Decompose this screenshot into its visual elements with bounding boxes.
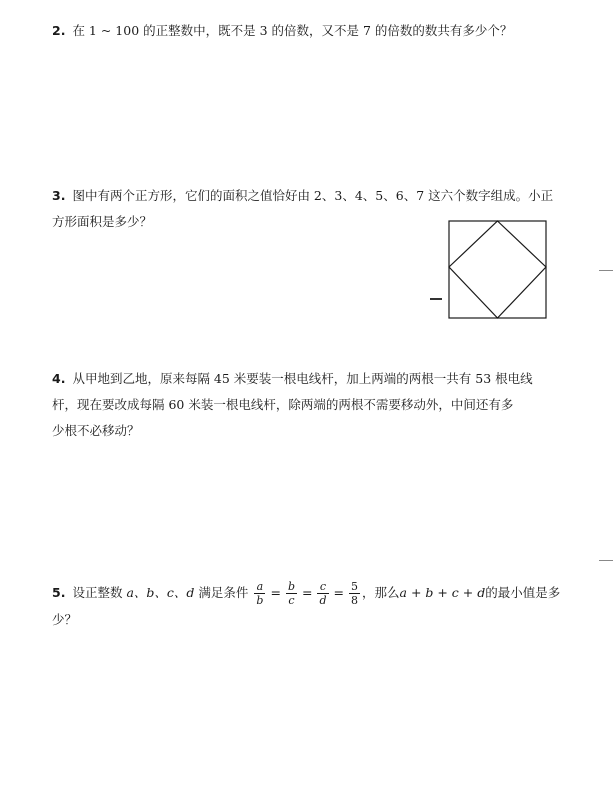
squares-figure [448, 220, 548, 320]
equals-sign: = [333, 585, 344, 600]
problem-suffix: 的最小值是多少？ [52, 585, 561, 627]
fraction-a-b [254, 580, 265, 607]
problem-number: 5. [52, 585, 66, 600]
variables: a、b、c、d [126, 585, 195, 600]
fraction-5-8 [349, 580, 360, 607]
scan-edge-mark [599, 270, 613, 271]
problem-text-line-3: 少根不必移动？ [52, 423, 140, 438]
problem-number: 2. [52, 23, 66, 38]
problem-text-line-1: 从甲地到乙地，原来每隔 45 米要装一根电线杆，加上两端的两根一共有 53 根电线 [72, 371, 533, 386]
equals-sign: = [301, 585, 313, 600]
problem-text-line-1: 图中有两个正方形，它们的面积之值恰好由 2、3、4、5、6、7 这六个数字组成。小正 [72, 188, 554, 203]
problem-text-line-2: 杆，现在要改成每隔 60 米装一根电线杆，除两端的两根不需要移动外，中间还有多 [52, 397, 514, 412]
condition-label: 满足条件 [198, 585, 249, 600]
scan-edge-mark [599, 560, 613, 561]
problem-5 [52, 580, 567, 633]
equals-sign: = [270, 585, 281, 600]
problem-number: 3. [52, 188, 66, 203]
fraction-c-d [317, 580, 328, 607]
problem-text-line-2: 方形面积是多少？ [52, 214, 153, 229]
numerator: c [317, 580, 328, 594]
stray-mark [430, 298, 442, 300]
denominator: b [256, 594, 264, 607]
problem-4 [52, 366, 567, 444]
problem-number: 4. [52, 371, 66, 386]
denominator: c [288, 594, 295, 607]
problem-mid: ，那么 [362, 585, 400, 600]
denominator: 8 [351, 594, 358, 607]
problem-2 [52, 18, 567, 44]
numerator: a [254, 580, 265, 594]
problem-text: 在 1 ~ 100 的正整数中，既不是 3 的倍数，又不是 7 的倍数的数共有多少个？ [72, 23, 513, 38]
problem-prefix: 设正整数 [72, 585, 123, 600]
large-square [449, 221, 546, 318]
denominator: d [319, 594, 327, 607]
fraction-b-c [286, 580, 297, 607]
numerator: b [287, 580, 295, 593]
sum-expression: a + b + c + d [399, 585, 486, 600]
small-square [449, 221, 546, 318]
numerator: 5 [351, 580, 358, 593]
